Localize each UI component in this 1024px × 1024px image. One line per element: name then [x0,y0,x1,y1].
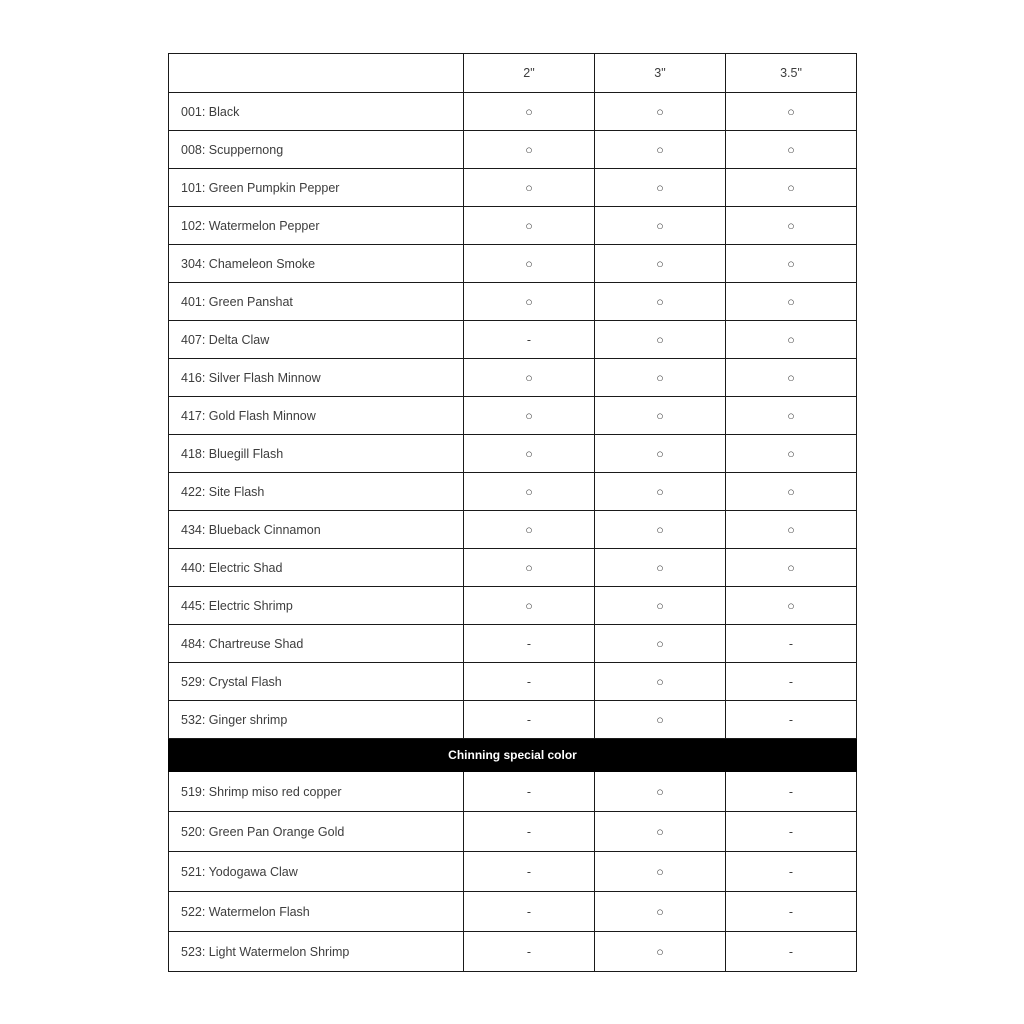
availability-mark-circle: ○ [726,435,857,473]
availability-mark-circle: ○ [726,587,857,625]
availability-mark-dash: - [464,701,595,739]
color-label: 529: Crystal Flash [169,663,464,701]
availability-mark-circle: ○ [726,549,857,587]
table-row [169,892,857,932]
availability-mark-circle: ○ [595,435,726,473]
table-row [169,245,857,283]
availability-mark-circle: ○ [595,93,726,131]
table-row [169,587,857,625]
availability-mark-dash: - [464,663,595,701]
availability-mark-circle: ○ [595,359,726,397]
table-row [169,932,857,972]
table-row [169,321,857,359]
availability-mark-circle: ○ [726,359,857,397]
table-row [169,131,857,169]
availability-mark-circle: ○ [595,587,726,625]
availability-mark-circle: ○ [464,283,595,321]
availability-mark-dash: - [464,625,595,663]
color-label: 522: Watermelon Flash [169,892,464,932]
availability-mark-circle: ○ [726,511,857,549]
color-label: 519: Shrimp miso red copper [169,772,464,812]
color-label: 434: Blueback Cinnamon [169,511,464,549]
availability-mark-dash: - [726,892,857,932]
color-label: 417: Gold Flash Minnow [169,397,464,435]
color-label: 520: Green Pan Orange Gold [169,812,464,852]
availability-mark-dash: - [726,701,857,739]
table-row [169,852,857,892]
availability-mark-circle: ○ [595,812,726,852]
availability-mark-circle: ○ [726,473,857,511]
availability-mark-circle: ○ [595,549,726,587]
availability-mark-circle: ○ [464,245,595,283]
availability-mark-dash: - [726,812,857,852]
availability-mark-circle: ○ [464,397,595,435]
availability-mark-circle: ○ [595,852,726,892]
availability-mark-dash: - [726,852,857,892]
availability-mark-circle: ○ [726,93,857,131]
color-label: 418: Bluegill Flash [169,435,464,473]
table-body [169,54,857,972]
availability-mark-circle: ○ [464,207,595,245]
table-row [169,625,857,663]
availability-mark-circle: ○ [726,283,857,321]
table-row [169,701,857,739]
color-label: 422: Site Flash [169,473,464,511]
availability-mark-circle: ○ [726,131,857,169]
availability-mark-circle: ○ [595,245,726,283]
color-label: 440: Electric Shad [169,549,464,587]
availability-mark-circle: ○ [464,131,595,169]
color-label: 401: Green Panshat [169,283,464,321]
table-row [169,435,857,473]
table-row [169,663,857,701]
availability-mark-circle: ○ [595,321,726,359]
availability-mark-circle: ○ [595,892,726,932]
availability-mark-dash: - [726,663,857,701]
availability-mark-circle: ○ [726,207,857,245]
table-row [169,169,857,207]
table-row [169,549,857,587]
availability-mark-dash: - [464,321,595,359]
color-label: 523: Light Watermelon Shrimp [169,932,464,972]
availability-mark-dash: - [464,892,595,932]
table-row [169,283,857,321]
size-availability-table [168,53,857,972]
availability-mark-circle: ○ [464,435,595,473]
availability-mark-circle: ○ [464,549,595,587]
availability-mark-dash: - [726,932,857,972]
header-row [169,54,857,93]
availability-mark-circle: ○ [464,473,595,511]
availability-mark-circle: ○ [595,283,726,321]
color-label: 407: Delta Claw [169,321,464,359]
availability-mark-dash: - [726,772,857,812]
availability-mark-circle: ○ [595,663,726,701]
color-label: 102: Watermelon Pepper [169,207,464,245]
table-row [169,473,857,511]
availability-mark-dash: - [464,852,595,892]
table-row [169,812,857,852]
color-label: 416: Silver Flash Minnow [169,359,464,397]
availability-mark-dash: - [464,772,595,812]
color-label: 304: Chameleon Smoke [169,245,464,283]
availability-mark-circle: ○ [726,169,857,207]
header-size-3-5in: 3.5" [726,54,857,93]
availability-mark-circle: ○ [595,131,726,169]
availability-mark-circle: ○ [464,169,595,207]
availability-mark-circle: ○ [464,359,595,397]
table-row [169,772,857,812]
availability-mark-circle: ○ [726,397,857,435]
color-label: 008: Scuppernong [169,131,464,169]
color-label: 001: Black [169,93,464,131]
table-row [169,93,857,131]
header-size-3in: 3" [595,54,726,93]
availability-mark-circle: ○ [595,473,726,511]
color-label: 101: Green Pumpkin Pepper [169,169,464,207]
color-label: 521: Yodogawa Claw [169,852,464,892]
section-banner-row [169,739,857,772]
table-row [169,511,857,549]
availability-mark-circle: ○ [595,932,726,972]
table-row [169,397,857,435]
table-row [169,359,857,397]
color-label: 445: Electric Shrimp [169,587,464,625]
color-label: 484: Chartreuse Shad [169,625,464,663]
availability-mark-circle: ○ [726,321,857,359]
section-banner-label: Chinning special color [169,739,857,772]
availability-mark-dash: - [464,812,595,852]
availability-mark-circle: ○ [464,93,595,131]
availability-mark-circle: ○ [726,245,857,283]
availability-mark-circle: ○ [595,625,726,663]
availability-mark-circle: ○ [464,587,595,625]
availability-mark-circle: ○ [595,701,726,739]
header-corner-cell [169,54,464,93]
availability-mark-circle: ○ [464,511,595,549]
availability-mark-circle: ○ [595,169,726,207]
availability-mark-circle: ○ [595,397,726,435]
header-size-2in: 2" [464,54,595,93]
availability-mark-dash: - [726,625,857,663]
availability-mark-circle: ○ [595,772,726,812]
availability-mark-circle: ○ [595,511,726,549]
availability-mark-circle: ○ [595,207,726,245]
availability-mark-dash: - [464,932,595,972]
table-row [169,207,857,245]
color-label: 532: Ginger shrimp [169,701,464,739]
